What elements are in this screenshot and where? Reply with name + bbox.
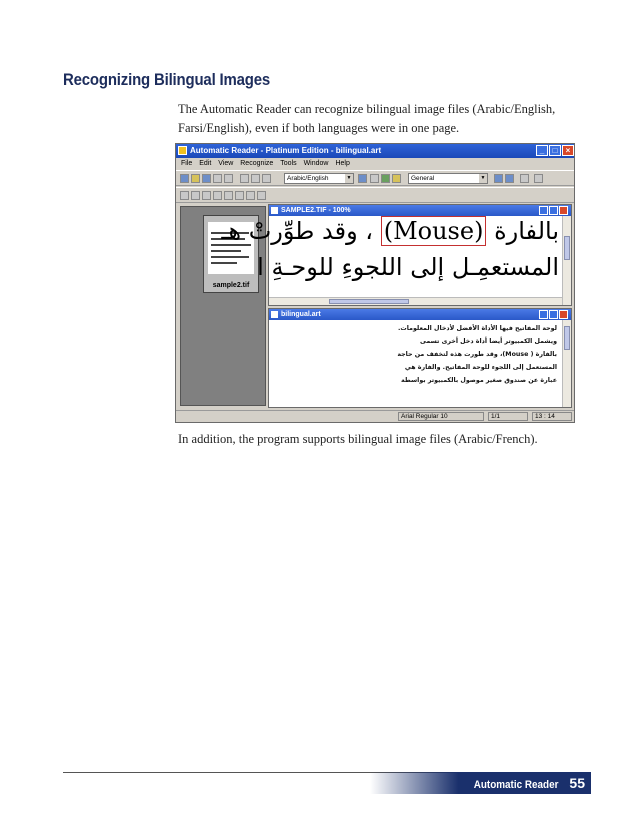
zoom-in-icon[interactable] [251,174,260,183]
menu-bar [176,158,574,169]
zoom-out-icon[interactable] [262,174,271,183]
menu-view[interactable]: View [218,160,234,167]
image-text-line-2: المستعمِـل إلى اللجوءِ للوحـةِ ا [257,253,559,281]
crop-icon[interactable] [213,191,222,200]
region-tool-icon[interactable] [191,191,200,200]
select-tool-icon[interactable] [180,191,189,200]
export-icon[interactable] [392,174,401,183]
app-icon [178,146,187,155]
despeckle-icon[interactable] [257,191,266,200]
chevron-down-icon: ▼ [480,175,486,181]
image-vertical-scrollbar[interactable] [562,216,571,305]
close-icon[interactable] [559,206,568,215]
text-line[interactable]: لوحة المفاتيح فيها الأداة الأفضل لأدخال المعلومات. [398,325,557,332]
minimize-icon[interactable]: _ [536,145,548,156]
status-font: Arial Regular 10 [398,412,484,421]
erase-icon[interactable] [235,191,244,200]
intro-line-2: Farsi/English), even if both languages were in one page. [178,121,460,135]
main-toolbar [176,170,574,186]
window-icon[interactable] [505,174,514,183]
footer-title: Automatic Reader [473,779,559,791]
menu-recognize[interactable]: Recognize [240,160,274,167]
text-file-icon [271,311,278,318]
spellcheck-icon[interactable] [381,174,390,183]
text-line[interactable]: عبارة عن صندوق صغير موصول بالكمبيوتر بواسطة [401,377,557,384]
settings-icon[interactable] [494,174,503,183]
close-icon[interactable] [559,310,568,319]
text-window-titlebar [269,309,571,320]
text-line[interactable]: ويشمل الكمبيوتر أيضا أداة دخل أخرى تسمى [420,338,557,345]
profile-value: General [411,175,435,182]
intro-line-1: The Automatic Reader can recognize bilingual image files (Arabic/English, [178,102,556,116]
rotate-icon[interactable] [202,191,211,200]
status-page: 1/1 [488,412,528,421]
recognize-icon[interactable] [358,174,367,183]
window-titlebar [176,144,574,158]
app-screenshot [175,143,575,423]
text-line[interactable]: المستعمل إلى اللجوء للوحة المفاتيح. والفارة هي [404,364,557,371]
text-window-title: bilingual.art [281,311,321,318]
minimize-icon[interactable] [539,206,548,215]
text-vertical-scrollbar[interactable] [562,320,571,407]
deskew-icon[interactable] [224,191,233,200]
highlighted-word: (Mouse) [381,216,487,246]
chevron-down-icon: ▼ [346,175,352,181]
print-icon[interactable] [224,174,233,183]
image-horizontal-scrollbar[interactable] [269,297,562,305]
footer-text [469,775,585,793]
open-icon[interactable] [191,174,200,183]
menu-edit[interactable]: Edit [199,160,212,167]
thumbnail-label: sample2.tif [212,282,250,289]
image-window-titlebar [269,205,571,216]
menu-file[interactable]: File [181,160,193,167]
page-number: 55 [569,775,585,791]
menu-tools[interactable]: Tools [280,160,297,167]
language-value: Arabic/English [287,175,329,182]
image-text-line-1 [221,217,559,245]
image-file-icon [271,207,278,214]
secondary-toolbar [176,187,574,203]
zoom-fit-icon[interactable] [240,174,249,183]
profile-select[interactable] [408,173,488,184]
status-bar [176,410,574,422]
close-icon[interactable]: × [562,145,574,156]
image-text-prefix: بالفارة [494,217,559,245]
tile-view-icon[interactable] [534,174,543,183]
text-line[interactable]: بالفارة ( Mouse)، وقد طورت هذه لتخفف من حاجة [397,351,557,358]
maximize-icon[interactable] [549,206,558,215]
text-window [268,308,572,408]
invert-icon[interactable] [246,191,255,200]
footer-band [370,772,591,794]
intro-paragraph [178,100,555,138]
menu-help[interactable]: Help [335,160,350,167]
image-text-suffix: ، وقد طوِّرتْ هـ [221,217,374,245]
image-window [221,204,572,306]
window-title: Automatic Reader - Platinum Edition - bilingual.art [190,146,382,155]
status-position: 13 : 14 [532,412,572,421]
maximize-icon[interactable] [549,310,558,319]
addition-paragraph: In addition, the program supports bilingual image files (Arabic/French). [178,432,538,446]
split-view-icon[interactable] [520,174,529,183]
layout-icon[interactable] [370,174,379,183]
save-icon[interactable] [202,174,211,183]
minimize-icon[interactable] [539,310,548,319]
new-icon[interactable] [180,174,189,183]
section-heading: Recognizing Bilingual Images [63,70,271,89]
maximize-icon[interactable]: □ [549,145,561,156]
image-window-title: SAMPLE2.TIF - 100% [281,207,351,214]
language-select[interactable] [284,173,354,184]
scan-icon[interactable] [213,174,222,183]
menu-window[interactable]: Window [303,160,329,167]
